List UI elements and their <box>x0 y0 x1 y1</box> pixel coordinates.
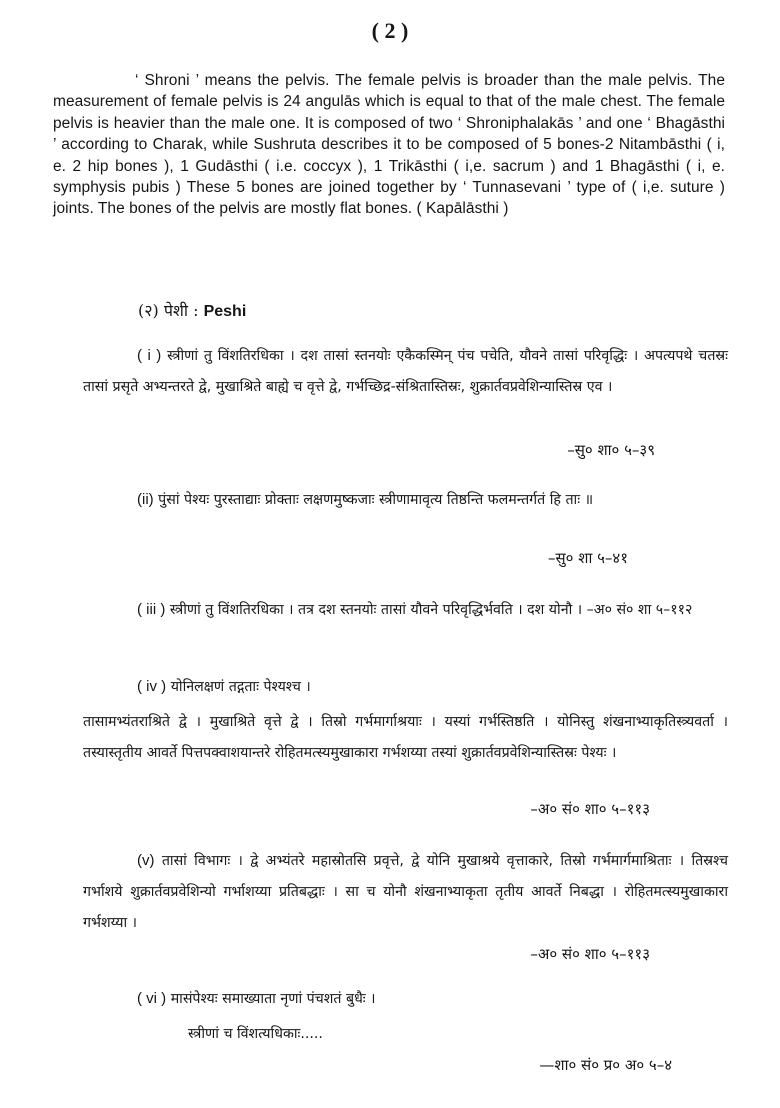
verse-3 <box>83 594 728 626</box>
verse-6-number: ( vi ) <box>137 990 167 1007</box>
verse-4-body: तासामभ्यंतराश्रिते द्वे । मुखाश्रिते वृत्ते द्वे । तिस्रो गर्भमार्गाश्रयाः । यस्यां गर्भस्तिष्ठति । योनिस्तु शंखनाभ्याकृतिस्त्र्यवर्ता । तस्यास्तृतीय आवर्ते पित्तपक्वाशयान्तरे रोहितमत्स्यमुखाकारा गर्भशय्या तस्यां शुक्रार्तवप्रवेशिन्यास्तिस्रः पेश्यः । <box>83 714 728 761</box>
verse-4 <box>137 677 311 696</box>
verse-6-line-2: स्त्रीणां च विंशत्यधिकाः..... <box>188 1026 323 1042</box>
verse-1-reference: –सु० शा० ५–३९ <box>567 441 655 459</box>
verse-2-number: (ii) <box>137 491 154 508</box>
verse-4-reference: –अ० सं० शा० ५–११३ <box>530 800 650 818</box>
verse-3-number: ( iii ) <box>137 601 166 618</box>
verse-1 <box>83 340 728 403</box>
verse-4-number: ( iv ) <box>137 678 167 695</box>
verse-5-reference: –अ० सं० शा० ५–११३ <box>530 945 650 963</box>
verse-6-reference: —शा० सं० प्र० अ० ५–४ <box>539 1056 672 1074</box>
section-title: Peshi <box>203 303 247 320</box>
verse-2 <box>83 484 728 516</box>
verse-6-text: मासंपेश्यः समाख्याता नृणां पंचशतं बुधैः । <box>170 991 376 1007</box>
verse-2-text: पुंसां पेश्यः पुरस्ताद्याः प्रोक्ताः लक्षणमुष्कजाः स्त्रीणामावृत्य तिष्ठन्ति फलमन्तर्गतं हि ताः ॥ <box>158 492 594 508</box>
verse-1-number: ( i ) <box>137 347 162 364</box>
verse-4-text: योनिलक्षणं तद्गताः पेश्यश्च । <box>170 679 311 695</box>
verse-1-text: स्त्रीणां तु विंशतिरधिका । दश तासां स्तनयोः एकैकस्मिन् पंच पचेति, यौवने तासां परिवृद्धिः । अपत्यपथे चतस्रः तासां प्रसृते अभ्यन्तरते द्वे, मुखाश्रिते बाह्ये च वृत्ते द्वे, गर्भच्छिद्र-संश्रितास्तिस्रः, शुक्रार्तवप्रवेशिन्यास्तिस्र एव । <box>83 348 729 395</box>
section-number: (२) पेशी : <box>138 301 199 320</box>
verse-5-number: (v) <box>137 852 155 869</box>
section-heading <box>138 299 246 321</box>
verse-2-reference: –सु० शा ५–४१ <box>548 549 628 567</box>
verse-3-text: स्त्रीणां तु विंशतिरधिका । तत्र दश स्तनयोः तासां यौवने परिवृद्धिर्भवति । दश योनौ । –अ० सं० शा ५–११२ <box>169 602 693 618</box>
verse-5 <box>83 845 728 939</box>
verse-5-text: तासां विभागः । द्वे अभ्यंतरे महास्रोतसि प्रवृत्ते, द्वे योनि मुखाश्रये वृत्ताकारे, तिस्रो गर्भमार्गमाश्रिताः । तिस्रश्च गर्भाशये शुक्रार्तवप्रवेशिन्यो गर्भाशय्या प्रतिबद्धाः । सा च योनौ शंखनाभ्याकृता तृतीय आवर्ते निबद्धा । रोहितमत्स्यमुखाकारा गर्भशय्या । <box>83 853 728 931</box>
page-number: ( 2 ) <box>371 18 409 43</box>
verse-6 <box>137 989 376 1008</box>
intro-paragraph: ‘ Shroni ’ means the pelvis. The female pelvis is broader than the male pelvis. The measurement of female pelvis is 24 angulās which is equal to that of the male chest. The female pelvis is heavier than the male one. It is composed of two ‘ Shroniphalakās ’ and one ‘ Bhagāsthi ’ according to Charak, while Sushruta describes it to be composed of 5 bones-2 Nitambāsthi ( i, e. 2 hip bones ), 1 Gudāsthi ( i.e. coccyx ), 1 Trikāsthi ( i,e. sacrum ) and 1 Bhagāsthi ( i, e. symphysis pubis ) These 5 bones are joined together by ‘ Tunnasevani ’ type of ( i,e. suture ) joints. The bones of the pelvis are mostly flat bones. ( Kapālāsthi ) <box>53 72 725 218</box>
